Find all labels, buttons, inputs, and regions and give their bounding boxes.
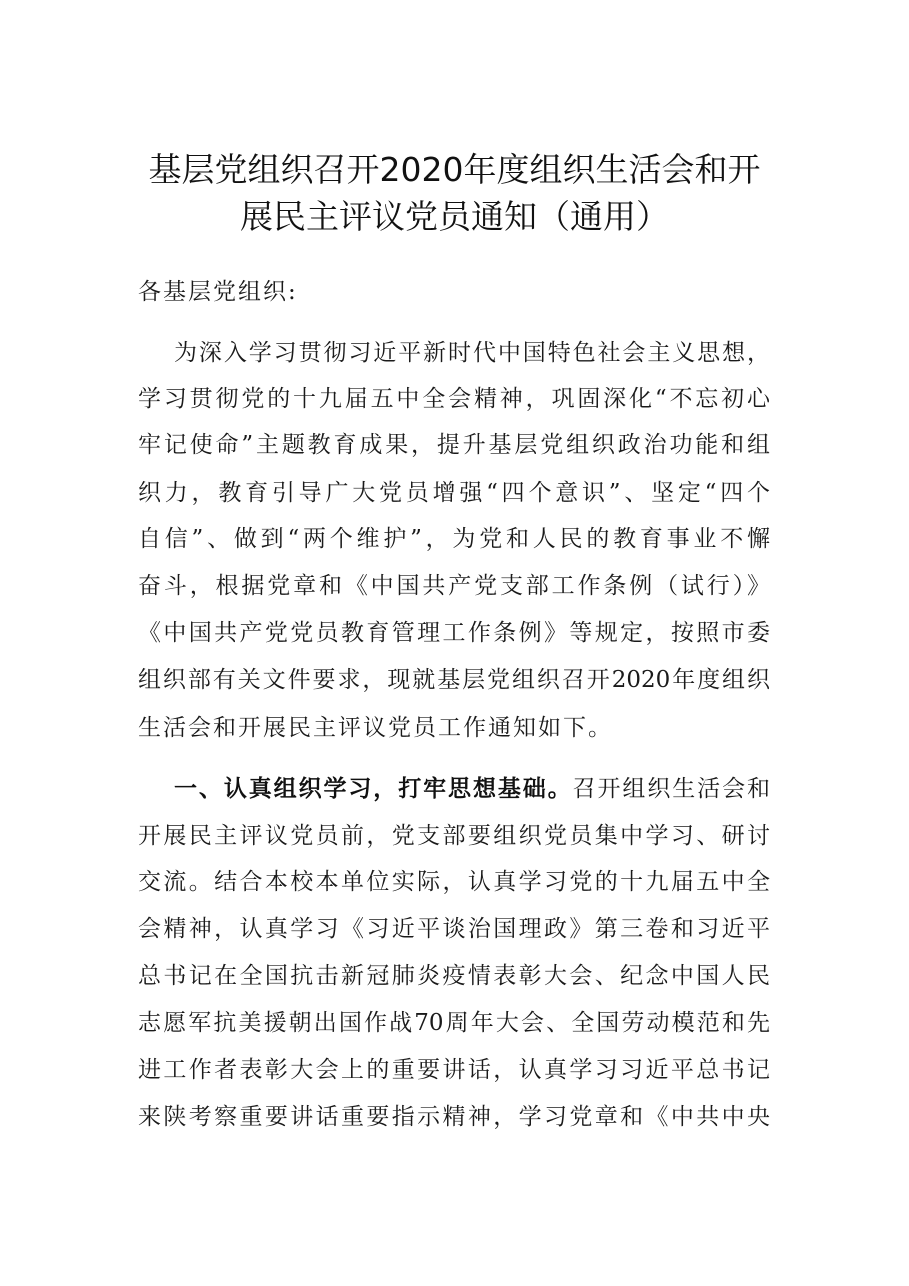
section-1-line-7: 进工作者表彰大会上的重要讲话，认真学习习近平总书记 [138,1057,770,1083]
salutation: 各基层党组织: [138,279,298,305]
section-1-line-6: 志愿军抗美援朝出国作战70周年大会、全国劳动模范和先 [138,1010,770,1036]
paragraph-1-line-3: 牢记使命”主题教育成果，提升基层党组织政治功能和组 [138,432,770,458]
paragraph-1-line-8: 组织部有关文件要求，现就基层党组织召开2020年度组织 [138,667,770,693]
section-1-first-line-rest: 召开组织生活会和 [572,776,771,802]
section-1-line-2: 开展民主评议党员前，党支部要组织党员集中学习、研讨 [138,823,770,849]
section-1-line-8: 来陕考察重要讲话重要指示精神，学习党章和《中共中央 [138,1104,770,1130]
paragraph-1-line-1: 为深入学习贯彻习近平新时代中国特色社会主义思想， [174,340,770,366]
paragraph-1-line-5: 自信”、做到“两个维护”，为党和人民的教育事业不懈 [138,526,770,552]
paragraph-1-line-2: 学习贯彻党的十九届五中全会精神，巩固深化“不忘初心 [138,386,770,412]
paragraph-1-line-9: 生活会和开展民主评议党员工作通知如下。 [138,715,613,741]
paragraph-1-line-6: 奋斗，根据党章和《中国共产党支部工作条例（试行）》 [138,573,770,599]
paragraph-1-line-4: 织力，教育引导广大党员增强“四个意识”、坚定“四个 [138,480,770,506]
section-1-heading: 一、认真组织学习，打牢思想基础。 [174,776,573,802]
document-title-line-1: 基层党组织召开2020年度组织生活会和开 [148,150,761,189]
document-title-line-2: 展民主评议党员通知（通用） [240,197,669,236]
paragraph-1-line-7: 《中国共产党党员教育管理工作条例》等规定，按照市委 [138,620,770,646]
section-1-line-4: 会精神，认真学习《习近平谈治国理政》第三卷和习近平 [138,916,770,942]
section-1-line-5: 总书记在全国抗击新冠肺炎疫情表彰大会、纪念中国人民 [138,963,770,989]
section-1-line-3: 交流。结合本校本单位实际，认真学习党的十九届五中全 [138,869,770,895]
section-1-first-line [174,773,770,805]
